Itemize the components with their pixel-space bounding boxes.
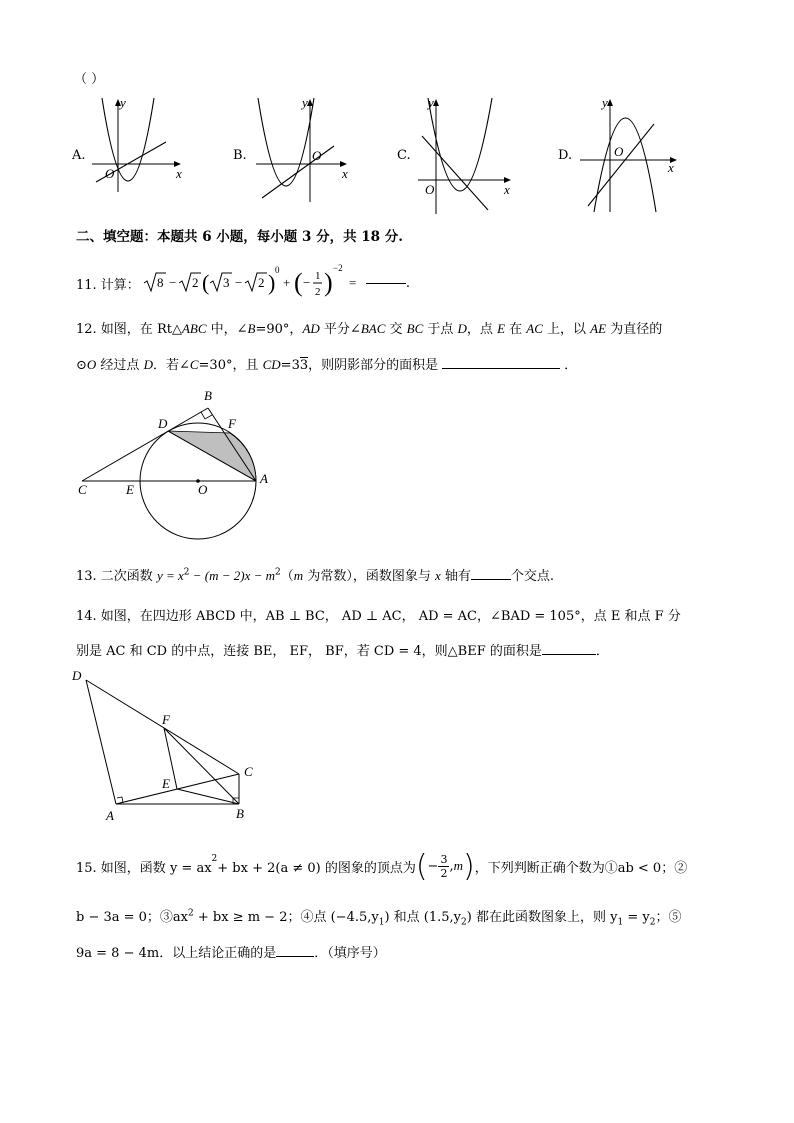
- origin-label: O: [105, 166, 115, 181]
- q15-sup: 2: [188, 908, 194, 919]
- q11-label: 11. 计算：: [76, 277, 140, 293]
- q12-text: 交: [385, 322, 407, 337]
- segment-eb: [177, 789, 239, 804]
- origin-label: O: [614, 144, 624, 159]
- q12-text: BAC: [360, 321, 386, 336]
- question-15-line3: [76, 942, 386, 961]
- q12-text: AC: [526, 321, 543, 336]
- origin-label: O: [312, 148, 322, 163]
- svg-text:−2: −2: [332, 263, 343, 273]
- q15-text: ．（填序号）: [314, 946, 386, 961]
- q15-text: ；⑤: [655, 910, 682, 925]
- segment-da: [86, 680, 116, 804]
- q12-text: 在: [505, 322, 527, 337]
- parabola: [258, 98, 314, 186]
- q12-text: 于点: [423, 322, 458, 337]
- origin-label: O: [425, 182, 435, 197]
- segment-dc: [86, 680, 239, 774]
- label-b: B: [236, 806, 244, 821]
- x-label: x: [176, 166, 182, 181]
- q15-fraction: [438, 853, 449, 880]
- q12-text: ，点: [466, 322, 498, 337]
- q12-text: B: [247, 321, 256, 336]
- q13-text: x: [434, 568, 441, 583]
- svg-text:): ): [267, 270, 276, 295]
- label-c: C: [78, 482, 87, 497]
- question-14-line2: [76, 640, 609, 659]
- q12-text: 上，以: [542, 322, 591, 337]
- q15-text: 15. 如图，函数 y = ax: [76, 860, 212, 876]
- q15-sub: 2: [461, 917, 467, 928]
- q12-text: =90°，: [255, 322, 303, 337]
- q12-text: AE: [590, 321, 607, 336]
- label-a: A: [106, 808, 114, 823]
- right-angle-mark: [201, 412, 212, 419]
- q15-text: = y: [623, 910, 650, 925]
- svg-text:(: (: [201, 270, 210, 295]
- q12-text: 平分∠: [319, 322, 361, 337]
- q15-text: ) 和点 (1.5,y: [384, 910, 462, 925]
- q12-text: ．: [564, 358, 578, 373]
- svg-text:2: 2: [257, 275, 265, 290]
- q13-sup: 2: [183, 567, 190, 578]
- y-label: y: [120, 95, 126, 110]
- q12-text: =30°，且: [198, 358, 263, 373]
- svg-text:2: 2: [314, 286, 321, 298]
- option-label-b: B.: [233, 148, 247, 163]
- question-11: [76, 263, 410, 303]
- frac-num: 3: [440, 852, 448, 866]
- q13-text: 个交点.: [510, 569, 555, 584]
- graph-option-d: [576, 94, 686, 216]
- y-label: y: [602, 95, 608, 110]
- segment-fb: [164, 728, 239, 804]
- label-a: A: [260, 471, 268, 486]
- svg-text:1: 1: [314, 270, 321, 282]
- parabola: [594, 118, 656, 212]
- q11-answer-blank[interactable]: [366, 283, 406, 284]
- q12-text: BC: [406, 321, 424, 336]
- svg-text:): ): [323, 268, 333, 297]
- graph-option-c: [414, 94, 524, 216]
- label-o: O: [198, 482, 208, 497]
- label-b: B: [204, 388, 212, 403]
- line: [422, 136, 488, 210]
- q14-text: ．: [595, 644, 609, 659]
- parabola: [428, 98, 492, 191]
- label-c: C: [244, 764, 253, 779]
- label-d: D: [158, 416, 168, 431]
- q15-sup: 2: [211, 854, 218, 864]
- q12-sqrt: 3: [299, 358, 309, 373]
- q12-text: CD: [262, 357, 281, 372]
- segment-cb: [82, 408, 208, 481]
- svg-text:8: 8: [156, 275, 164, 290]
- graph-option-b: [252, 94, 362, 204]
- q12-text: ．若∠: [152, 358, 190, 373]
- q13-text: m: [293, 568, 304, 583]
- frac-den: 2: [440, 866, 448, 880]
- q15-answer-blank[interactable]: [276, 956, 314, 957]
- q13-text: 13. 二次函数: [76, 569, 157, 584]
- label-d: D: [72, 668, 82, 683]
- y-label: y: [302, 95, 308, 110]
- q12-text: 为直径的: [606, 322, 663, 337]
- q13-text: 为常数），函数图象与: [303, 569, 435, 584]
- section-heading: 二、填空题：本题共 6 小题，每小题 3 分，共 18 分.: [76, 229, 403, 245]
- option-label-d: D.: [558, 148, 573, 163]
- option-label-a: A.: [72, 148, 86, 163]
- q15-sub: 1: [378, 917, 385, 928]
- question-12-line1: [76, 318, 662, 337]
- q13-text: = x: [162, 568, 184, 583]
- q12-text: 12. 如图，在 Rt△: [76, 322, 182, 337]
- x-label: x: [504, 182, 510, 197]
- q13-sup: 2: [275, 567, 281, 578]
- q15-text: + bx + 2(a ≠ 0) 的图象的顶点为: [217, 860, 416, 876]
- svg-text:−: −: [168, 275, 177, 290]
- q11-equals: =: [348, 275, 357, 290]
- q13-text: y: [156, 568, 163, 583]
- q11-period: .: [405, 275, 410, 291]
- label-e: E: [126, 482, 134, 497]
- svg-text:2: 2: [191, 275, 199, 290]
- q12-figure: [74, 386, 284, 542]
- label-f: F: [228, 416, 236, 431]
- q12-text: D: [457, 321, 467, 336]
- q15-text: ) 都在此函数图象上，则 y: [466, 910, 618, 925]
- question-13: [76, 565, 554, 584]
- q13-text: （: [280, 569, 294, 584]
- q11-expression: [142, 263, 372, 303]
- q15-text: 9a = 8 − 4m．以上结论正确的是: [76, 946, 277, 961]
- q15-sub: 2: [649, 917, 656, 928]
- q15-text: ，下列判断正确个数为①ab < 0；②: [474, 860, 688, 876]
- svg-text:+: +: [282, 275, 291, 290]
- svg-text:−: −: [234, 275, 243, 290]
- svg-text:(: (: [293, 268, 303, 297]
- svg-text:3: 3: [222, 275, 230, 290]
- q12-text: ，则阴影部分的面积是: [308, 358, 439, 373]
- q12-text: E: [497, 321, 506, 336]
- q14-answer-blank[interactable]: [542, 654, 596, 655]
- q14-text: 别是 AC 和 CD 的中点，连接 BE， EF， BF，若 CD = 4，则△BEF 的面积是: [76, 644, 542, 659]
- q14-figure: [70, 668, 260, 826]
- q13-text: 轴有: [440, 569, 471, 584]
- svg-text:0: 0: [274, 265, 280, 275]
- q13-text: − (m − 2)x − m: [189, 568, 276, 583]
- label-e: E: [162, 776, 170, 791]
- question-15-line1: 15. 如图，函数 y = ax $^2$ + bx + 2(a ≠ 0) 的图象的顶点为 ( − $\frac{3}{2}$ , m ) ，下列判断正确个数为①ab < 0；②: [76, 848, 688, 884]
- answer-paren: （ ）: [74, 72, 105, 87]
- question-12-line2: [76, 354, 577, 373]
- question-15-line2: [76, 906, 681, 928]
- q12-text: ⊙: [76, 358, 87, 373]
- q12-text: =3: [280, 358, 300, 373]
- q12-text: 中，∠: [206, 322, 248, 337]
- q15-text: + bx ≥ m − 2；④点 (−4.5,y: [193, 910, 379, 925]
- q12-text: 经过点: [96, 358, 144, 373]
- question-14-line1: 14. 如图，在四边形 ABCD 中，AB ⊥ BC， AD ⊥ AC， AD = AC，∠BAD = 105°，点 E 和点 F 分: [76, 609, 681, 624]
- q12-text: O: [86, 357, 97, 372]
- label-f: F: [162, 712, 170, 727]
- svg-text:−: −: [302, 275, 311, 290]
- q13-answer-blank[interactable]: [471, 579, 511, 580]
- line: [588, 124, 654, 206]
- q12-text: AD: [302, 321, 320, 336]
- q12-text: ABC: [181, 321, 207, 336]
- x-label: x: [342, 166, 348, 181]
- q15-text: b − 3a = 0；③ax: [76, 910, 189, 925]
- q12-answer-blank[interactable]: [442, 368, 560, 369]
- q12-text: D: [143, 357, 153, 372]
- line: [262, 146, 334, 198]
- option-label-c: C.: [397, 148, 411, 163]
- q15-text: m: [453, 858, 463, 873]
- y-label: y: [428, 95, 434, 110]
- q12-text: C: [189, 357, 199, 372]
- q15-sub: 1: [617, 917, 624, 928]
- x-label: x: [668, 160, 674, 175]
- graph-option-a: [88, 94, 198, 194]
